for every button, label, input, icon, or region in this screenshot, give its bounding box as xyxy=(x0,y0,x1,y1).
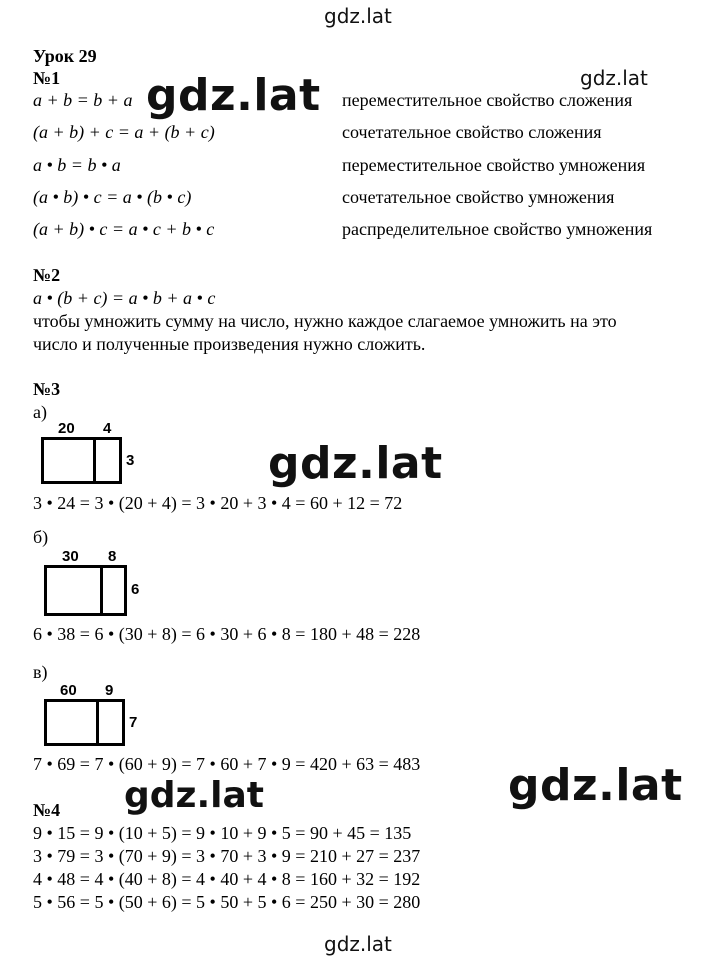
task4-line-1: 9 • 15 = 9 • (10 + 5) = 9 • 10 + 9 • 5 = 90 + 45 = 135 xyxy=(33,823,412,843)
task3b-side-label: 6 xyxy=(131,581,140,598)
task4-line-4: 5 • 56 = 5 • (50 + 6) = 5 • 50 + 5 • 6 = 250 + 30 = 280 xyxy=(33,892,421,912)
task3c-top-label: 60 xyxy=(60,682,77,699)
task2-text-line1: чтобы умножить сумму на число, нужно каждое слагаемое умножить на это xyxy=(33,311,617,331)
task1-formula-2: (a + b) + c = a + (b + c) xyxy=(33,122,215,142)
task3c-divider xyxy=(96,702,99,743)
task3a-side-label: 3 xyxy=(126,452,135,469)
watermark-medium: gdz.lat xyxy=(124,775,265,816)
task4-number: №4 xyxy=(33,800,61,820)
task3a-right-top-label: 4 xyxy=(103,420,112,437)
task3c-label: в) xyxy=(33,662,48,682)
task3c-right-top-label: 9 xyxy=(105,682,114,699)
task1-formula-5: (a + b) • c = a • c + b • c xyxy=(33,219,215,239)
task2-formula: a • (b + c) = a • b + a • c xyxy=(33,288,216,308)
task3a-rectangle xyxy=(41,437,122,484)
task3c-rectangle xyxy=(44,699,125,746)
watermark-top: gdz.lat xyxy=(324,4,392,28)
task3b-divider xyxy=(100,568,103,613)
task4-line-2: 3 • 79 = 3 • (70 + 9) = 3 • 70 + 3 • 9 = 210 + 27 = 237 xyxy=(33,846,421,866)
task3c-equation: 7 • 69 = 7 • (60 + 9) = 7 • 60 + 7 • 9 = 420 + 63 = 483 xyxy=(33,754,421,774)
task1-formula-4: (a • b) • c = a • (b • c) xyxy=(33,187,192,207)
task1-property-1: переместительное свойство сложения xyxy=(342,90,633,110)
task2-number: №2 xyxy=(33,265,61,285)
task1-formula-3: a • b = b • a xyxy=(33,155,121,175)
task3a-label: а) xyxy=(33,402,47,422)
task3a-divider xyxy=(93,440,96,481)
task1-property-5: распределительное свойство умножения xyxy=(342,219,653,239)
task1-property-3: переместительное свойство умножения xyxy=(342,155,646,175)
watermark-bottom: gdz.lat xyxy=(324,932,392,956)
watermark-top-right: gdz.lat xyxy=(580,66,648,90)
task3a-equation: 3 • 24 = 3 • (20 + 4) = 3 • 20 + 3 • 4 = 60 + 12 = 72 xyxy=(33,493,403,513)
task3b-top-label: 30 xyxy=(62,548,79,565)
task1-property-2: сочетательное свойство сложения xyxy=(342,122,602,142)
task3-number: №3 xyxy=(33,379,61,399)
task1-property-4: сочетательное свойство умножения xyxy=(342,187,615,207)
task1-formula-1: a + b = b + a xyxy=(33,90,133,110)
watermark-large-1: gdz.lat xyxy=(146,70,321,121)
task3c-side-label: 7 xyxy=(129,714,138,731)
watermark-large-3: gdz.lat xyxy=(508,760,683,811)
task2-text-line2: число и полученные произведения нужно сложить. xyxy=(33,334,426,354)
task4-line-3: 4 • 48 = 4 • (40 + 8) = 4 • 40 + 4 • 8 = 160 + 32 = 192 xyxy=(33,869,421,889)
watermark-large-2: gdz.lat xyxy=(268,438,443,489)
task3b-equation: 6 • 38 = 6 • (30 + 8) = 6 • 30 + 6 • 8 = 180 + 48 = 228 xyxy=(33,624,421,644)
lesson-title: Урок 29 xyxy=(33,46,97,66)
task3a-top-label: 20 xyxy=(58,420,75,437)
task3b-rectangle xyxy=(44,565,127,616)
task3b-right-top-label: 8 xyxy=(108,548,117,565)
task1-number: №1 xyxy=(33,68,61,88)
task3b-label: б) xyxy=(33,527,49,547)
